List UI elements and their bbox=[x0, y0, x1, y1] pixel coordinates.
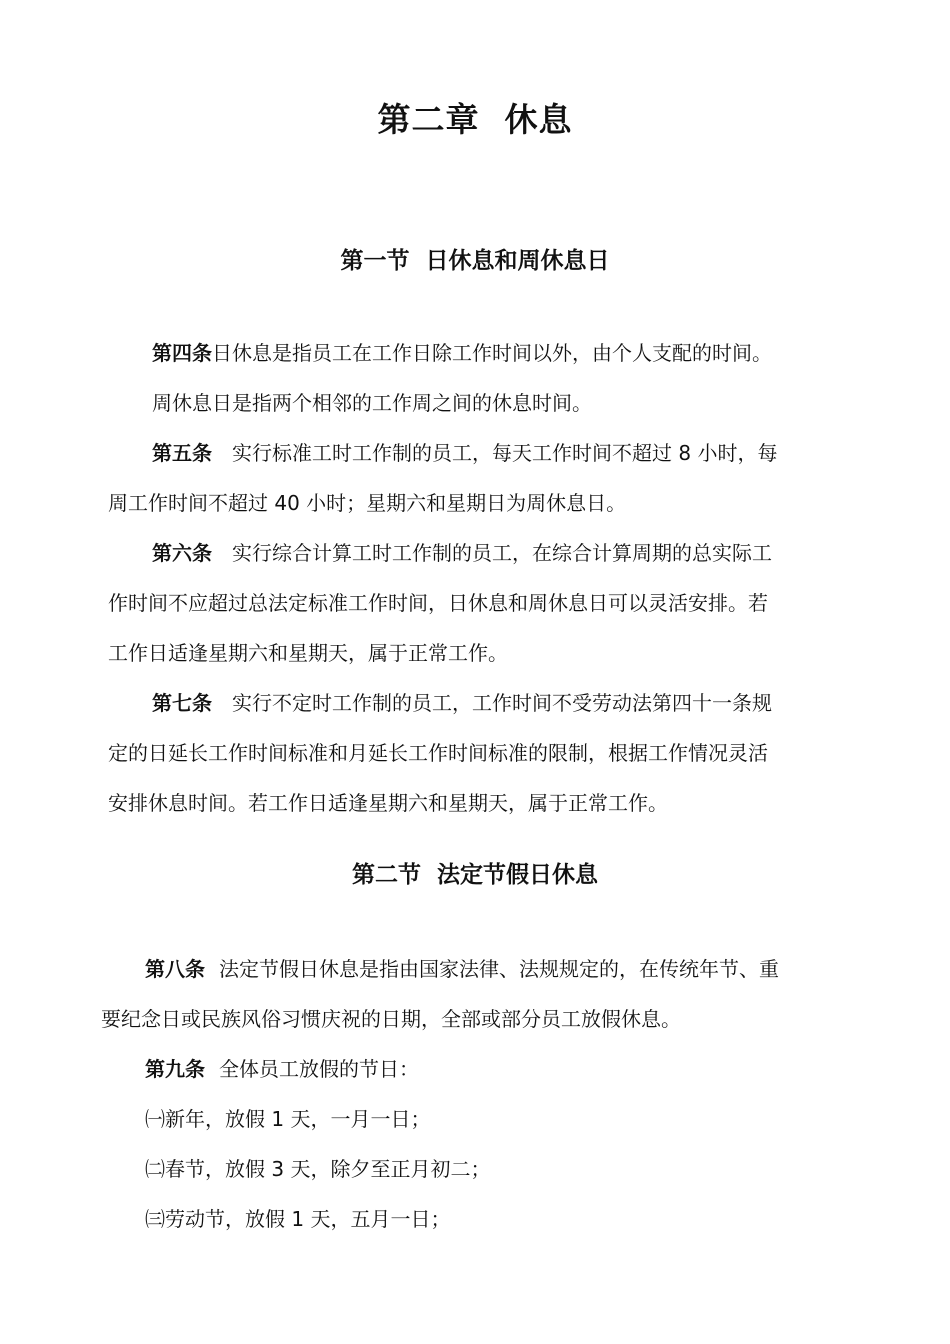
holiday-item: ㈢劳动节，放假 1 天，五月一日； bbox=[145, 1207, 451, 1231]
article-8-line-2: 要纪念日或民族风俗习惯庆祝的日期，全部或部分员工放假休息。 bbox=[101, 1007, 681, 1031]
article-5-line-1 bbox=[152, 438, 777, 468]
article-5-text-1: 实行标准工时工作制的员工，每天工作时间不超过 8 小时，每 bbox=[232, 441, 778, 465]
article-6-line-2: 作时间不应超过总法定标准工作时间，日休息和周休息日可以灵活安排。若 bbox=[108, 591, 768, 615]
article-7-text-1: 实行不定时工作制的员工，工作时间不受劳动法第四十一条规 bbox=[232, 691, 772, 715]
article-9-label: 第九条 bbox=[145, 1057, 205, 1081]
holiday-item: ㈡春节，放假 3 天，除夕至正月初二； bbox=[145, 1157, 491, 1181]
section-title-1: 第一节 日休息和周休息日 bbox=[340, 248, 610, 274]
article-6-line-3: 工作日适逢星期六和星期天，属于正常工作。 bbox=[108, 641, 508, 665]
section-title-2: 第二节 法定节假日休息 bbox=[351, 862, 598, 888]
chapter-title: 第二章 休息 bbox=[377, 100, 573, 139]
article-5-label: 第五条 bbox=[152, 441, 212, 465]
article-4-line-1 bbox=[152, 338, 772, 368]
article-5-line-2: 周工作时间不超过 40 小时；星期六和星期日为周休息日。 bbox=[108, 491, 627, 515]
article-6-label: 第六条 bbox=[152, 541, 212, 565]
article-7-line-2: 定的日延长工作时间标准和月延长工作时间标准的限制，根据工作情况灵活 bbox=[108, 741, 768, 765]
article-4-text-1: 日休息是指员工在工作日除工作时间以外，由个人支配的时间。 bbox=[212, 341, 772, 365]
article-7-label: 第七条 bbox=[152, 691, 212, 715]
article-8-line-1 bbox=[145, 954, 779, 984]
article-9-line-1 bbox=[145, 1054, 419, 1084]
article-4-label: 第四条 bbox=[152, 341, 212, 365]
article-8-label: 第八条 bbox=[145, 957, 205, 981]
article-7-line-3: 安排休息时间。若工作日适逢星期六和星期天，属于正常工作。 bbox=[108, 791, 668, 815]
article-7-line-1 bbox=[152, 688, 772, 718]
article-6-text-1: 实行综合计算工时工作制的员工，在综合计算周期的总实际工 bbox=[232, 541, 772, 565]
article-6-line-1 bbox=[152, 538, 772, 568]
article-4-line-2: 周休息日是指两个相邻的工作周之间的休息时间。 bbox=[152, 391, 592, 415]
article-9-text-1: 全体员工放假的节日： bbox=[219, 1057, 419, 1081]
article-8-text-1: 法定节假日休息是指由国家法律、法规规定的，在传统年节、重 bbox=[219, 957, 779, 981]
holiday-item: ㈠新年，放假 1 天，一月一日； bbox=[145, 1107, 431, 1131]
